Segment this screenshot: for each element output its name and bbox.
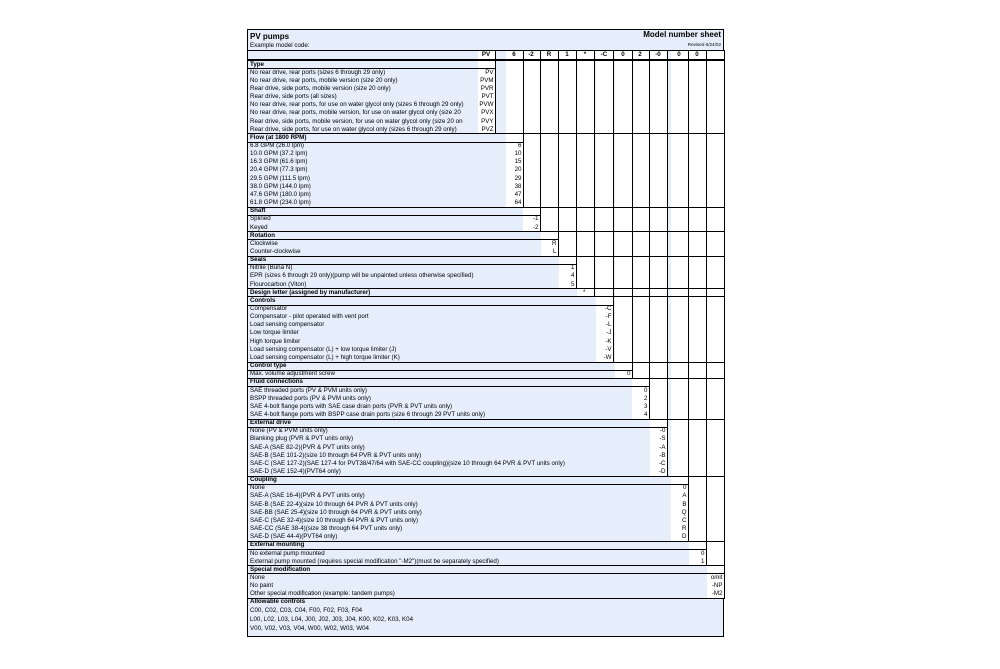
option-code: 0 [701, 549, 705, 557]
sheet-title: Model number sheet [643, 30, 721, 39]
option-code: -A [659, 443, 666, 451]
section-box-top [248, 264, 576, 265]
section-title: Shaft [250, 207, 266, 215]
option-code: PVT [481, 93, 494, 101]
section-rule [248, 565, 725, 566]
section-box-top [248, 239, 558, 240]
section-box-top [248, 68, 495, 69]
code-column-header: R [546, 51, 552, 58]
option-code: PVM [480, 76, 494, 84]
option-code: -W [603, 353, 612, 361]
option-label: No rear drive, rear ports, for use on water glycol only (sizes 6 through 29 only) [250, 101, 464, 109]
option-label: 29.5 GPM (111.5 lpm) [250, 174, 310, 182]
section-rule [248, 231, 725, 232]
option-code: 47 [514, 190, 522, 198]
option-code: Q [681, 508, 687, 516]
option-label: Compensator - pilot operated with vent port [250, 313, 369, 321]
option-code: 0 [644, 386, 648, 394]
option-label: SAE-CC (SAE 38-4)(size 38 through 64 PVT units only) [250, 525, 403, 533]
option-label: Low torque limiter [250, 329, 299, 337]
section-box-top [248, 484, 688, 485]
option-label: No rear drive, rear ports, mobile version (size 20 only) [250, 76, 398, 84]
revision-date: Revised 6/24/02 [687, 42, 721, 47]
option-label: SAE-A (SAE 16-4)(PVR & PVT units only) [250, 492, 365, 500]
option-code: omit [710, 573, 723, 581]
section-box-top [248, 549, 706, 550]
option-label: High torque limiter [250, 337, 301, 345]
section-box-top [248, 427, 667, 428]
code-column-header: 1 [565, 51, 569, 58]
option-code: -C [604, 305, 612, 312]
option-label: No rear drive, rear ports, mobile version, for use on water glycol only (size 20 [250, 109, 461, 117]
option-label: SAE-D (SAE 152-4)(PVT64 only) [250, 468, 341, 475]
column-connector [576, 59, 577, 289]
option-label: 6.8 GPM (26.0 lpm) [250, 142, 304, 149]
option-code: 4 [571, 272, 575, 280]
option-label: Load sensing compensator (L) + low torque limiter (J) [250, 345, 397, 353]
option-label: 47.6 GPM (180.0 lpm) [250, 190, 311, 198]
column-connector [495, 59, 496, 134]
column-connector [558, 59, 559, 256]
option-code: -J [606, 329, 612, 337]
option-label: No rear drive, rear ports (sizes 6 through 29 only) [250, 68, 386, 76]
code-column-header: -0 [655, 51, 661, 58]
code-column-header: -2 [528, 51, 534, 58]
option-code: 0 [683, 484, 687, 492]
option-code: B [682, 500, 687, 508]
allowable-line: C00, C02, C03, C04, F00, F02, F03, F04 [250, 606, 363, 614]
allowable-title: Allowable controls [250, 598, 306, 606]
option-label: Rear drive, side ports (all sizes) [250, 93, 337, 101]
option-label: Max. volume adjustment screw [250, 370, 335, 378]
option-label: SAE-BB (SAE 25-4)(size 10 through 64 PVR & PVT units only) [250, 508, 422, 516]
section-rule [248, 378, 725, 379]
option-code: -S [659, 435, 666, 443]
option-label: SAE 4-bolt flange ports with SAE case drain ports (PVR & PVT units only) [250, 402, 453, 410]
option-code: -L [605, 321, 612, 329]
option-label: Rear drive, side ports, mobile version, for use on water glycol only (size 20 on [250, 117, 463, 125]
option-code: -C [658, 459, 666, 467]
option-label: SAE threaded ports (PV & PVM units only) [250, 386, 367, 394]
option-label: 20.4 GPM (77.3 lpm) [250, 166, 308, 174]
option-code: -D [658, 468, 666, 475]
option-label: Counter-clockwise [250, 247, 301, 255]
section-title: Design letter (assigned by manufacturer) [250, 288, 371, 296]
option-code: 2 [644, 394, 648, 402]
option-label: None (PV & PVM units only) [250, 427, 328, 435]
section-title: Rotation [250, 231, 276, 239]
header-cell-divider [667, 50, 668, 59]
option-code: -1 [532, 215, 539, 223]
model-number-sheet [247, 29, 724, 637]
option-code: PV [485, 68, 494, 76]
code-column-strip [541, 50, 558, 256]
option-label: None [250, 484, 265, 492]
option-label: SAE-B (SAE 101-2)(size 10 through 64 PVR & PVT units only) [250, 451, 422, 459]
section-title: External drive [250, 419, 291, 427]
code-column-header: 6 [512, 51, 516, 58]
option-label: Flourocarbon (Viton) [250, 280, 307, 288]
option-label: Load sensing compensator (L) + high torque limiter (K) [250, 353, 400, 361]
section-title: Fluid connections [250, 378, 303, 386]
section-box-top [248, 215, 540, 216]
section-box-top [248, 386, 649, 387]
option-code: -0 [659, 427, 666, 435]
option-code: 5 [571, 280, 575, 288]
section-rule [248, 541, 725, 542]
option-code: PVY [481, 117, 494, 125]
option-label: No paint [250, 582, 274, 590]
option-label: SAE-D (SAE 44-4)(PVT64 only) [250, 533, 338, 541]
code-column-header [707, 50, 724, 59]
section-title: Controls [250, 296, 276, 304]
code-column-strip [577, 50, 594, 297]
allowable-line: L00, L02, L03, L04, J00, J02, J03, J04, K00, K02, K03, K04 [250, 615, 414, 623]
option-label: SAE-B (SAE 22-4)(size 10 through 64 PVR & PVT units only) [250, 500, 418, 508]
section-title: Seals [250, 256, 267, 264]
option-code: -F [605, 313, 612, 321]
section-rule [248, 362, 725, 363]
column-connector [594, 59, 595, 297]
option-label: BSPP threaded ports (PV & PVM units only) [250, 394, 371, 402]
option-label: 38.0 GPM (144.0 lpm) [250, 182, 311, 190]
option-code: 6 [518, 142, 522, 149]
section-title: Flow (at 1800 RPM) [250, 133, 307, 141]
option-code: 38 [514, 182, 522, 190]
option-label: EPR (sizes 6 through 29 only)(pump will be unpainted unless otherwise specified) [250, 272, 474, 280]
header-cell-divider [613, 50, 614, 59]
option-code: -V [605, 345, 612, 353]
column-connector [540, 59, 541, 232]
option-label: Keyed [250, 223, 268, 231]
section-rule [248, 256, 725, 257]
option-label: Splined [250, 215, 271, 223]
option-code: A [682, 492, 687, 500]
section-rule [248, 296, 725, 297]
code-column-strip [615, 50, 632, 378]
section-rule [248, 60, 725, 61]
option-label: 10.0 GPM (37.2 lpm) [250, 150, 308, 158]
option-code: 64 [514, 199, 522, 207]
column-connector [632, 59, 633, 378]
code-column-header: PV [481, 51, 491, 58]
code-column-header: 0 [621, 51, 625, 58]
option-label: 16.3 GPM (61.6 lpm) [250, 158, 308, 166]
option-label: Nitrile (Buna N) [250, 264, 293, 272]
code-column-strip [559, 50, 576, 289]
code-column-strip [523, 50, 540, 232]
header-cell-divider [594, 50, 595, 59]
option-label: None [250, 573, 265, 581]
option-code: -K [605, 337, 612, 345]
allowable-line: V00, V02, V03, V04, W00, W02, W03, W04 [250, 624, 369, 632]
section-title: Type [250, 60, 264, 68]
code-column-strip [650, 50, 667, 476]
column-connector [613, 59, 614, 362]
option-code: C [682, 516, 687, 524]
option-label: Clockwise [250, 239, 278, 247]
option-label: 61.8 GPM (234.0 lpm) [250, 199, 311, 207]
allowable-rule [248, 598, 725, 599]
column-connector [523, 59, 524, 207]
option-code: R [552, 239, 557, 247]
section-rule [248, 207, 725, 208]
section-box-top [248, 305, 613, 306]
option-code: -2 [532, 223, 539, 231]
option-code: 20 [514, 166, 522, 174]
option-code: 1 [701, 557, 705, 565]
option-code: PVX [481, 109, 494, 117]
option-code: -NP [711, 582, 723, 590]
option-code: 0 [627, 370, 631, 378]
page-title: PV pumps [250, 32, 290, 41]
option-label: Rear drive, side ports, for use on water glycol only (sizes 6 through 29 only) [250, 125, 457, 133]
code-column-header: * [583, 51, 587, 58]
option-code: PVZ [481, 125, 494, 133]
code-column-strip [689, 50, 706, 566]
section-code: * [583, 288, 586, 296]
code-column-header: 2 [638, 51, 642, 58]
option-code: -M2 [711, 590, 723, 598]
option-label: SAE 4-bolt flange ports with BSPP case drain ports (size 6 through 29 PVT units only) [250, 410, 486, 418]
header-cell-divider [724, 50, 725, 59]
section-rule [248, 133, 725, 134]
option-code: PVR [480, 84, 494, 92]
section-rule [248, 419, 725, 420]
code-column-header: 0 [677, 51, 681, 58]
option-code: 4 [644, 410, 648, 418]
option-code: 1 [571, 264, 575, 272]
section-title: Coupling [250, 476, 277, 484]
section-rule [248, 288, 725, 289]
section-title: Control type [250, 362, 287, 370]
column-connector [667, 59, 668, 476]
section-rule [248, 476, 725, 477]
section-box-top [248, 573, 724, 574]
option-label: Rear drive, side ports, mobile version (size 20 only) [250, 84, 391, 92]
option-label: Compensator [250, 305, 288, 312]
code-column-strip [707, 50, 724, 598]
section-title: External mounting [250, 541, 305, 549]
option-code: 15 [514, 158, 522, 166]
option-label: SAE-A (SAE 82-2)(PVR & PVT units only) [250, 443, 365, 451]
option-code: L [553, 247, 557, 255]
option-code: -B [659, 451, 666, 459]
code-column-header: -C [600, 51, 608, 58]
option-code: 3 [644, 402, 648, 410]
code-column-strip [632, 50, 649, 419]
option-code: R [682, 525, 687, 533]
option-code: 10 [514, 150, 522, 158]
column-connector [724, 59, 725, 598]
section-title: Special modification [250, 565, 311, 573]
option-label: No external pump mounted [250, 549, 325, 557]
option-label: External pump mounted (requires special modification "-M2")(must be separately specified) [250, 557, 499, 565]
option-label: Other special modification (example: tandem pumps) [250, 590, 395, 598]
column-connector [706, 59, 707, 566]
section-box-top [248, 142, 523, 143]
option-code: PVW [479, 101, 494, 109]
option-label: SAE-C (SAE 127-2)(SAE 127-4 for PVT38/47/64 with SAE-CC coupling)(size 10 through 64 PVR & PVT units only) [250, 459, 565, 467]
section-box-top [248, 370, 632, 371]
option-code: 29 [514, 174, 522, 182]
option-code: D [682, 533, 687, 541]
option-label: SAE-C (SAE 32-4)(size 10 through 64 PVR & PVT units only) [250, 516, 419, 524]
example-label: Example model code: [250, 42, 310, 49]
column-connector [649, 59, 650, 419]
column-connector [688, 59, 689, 541]
code-column-header: 0 [695, 51, 699, 58]
option-label: Blanking plug (PVR & PVT units only) [250, 435, 354, 443]
option-label: Load sensing compensator [250, 321, 325, 329]
header-cell-divider [495, 50, 496, 59]
